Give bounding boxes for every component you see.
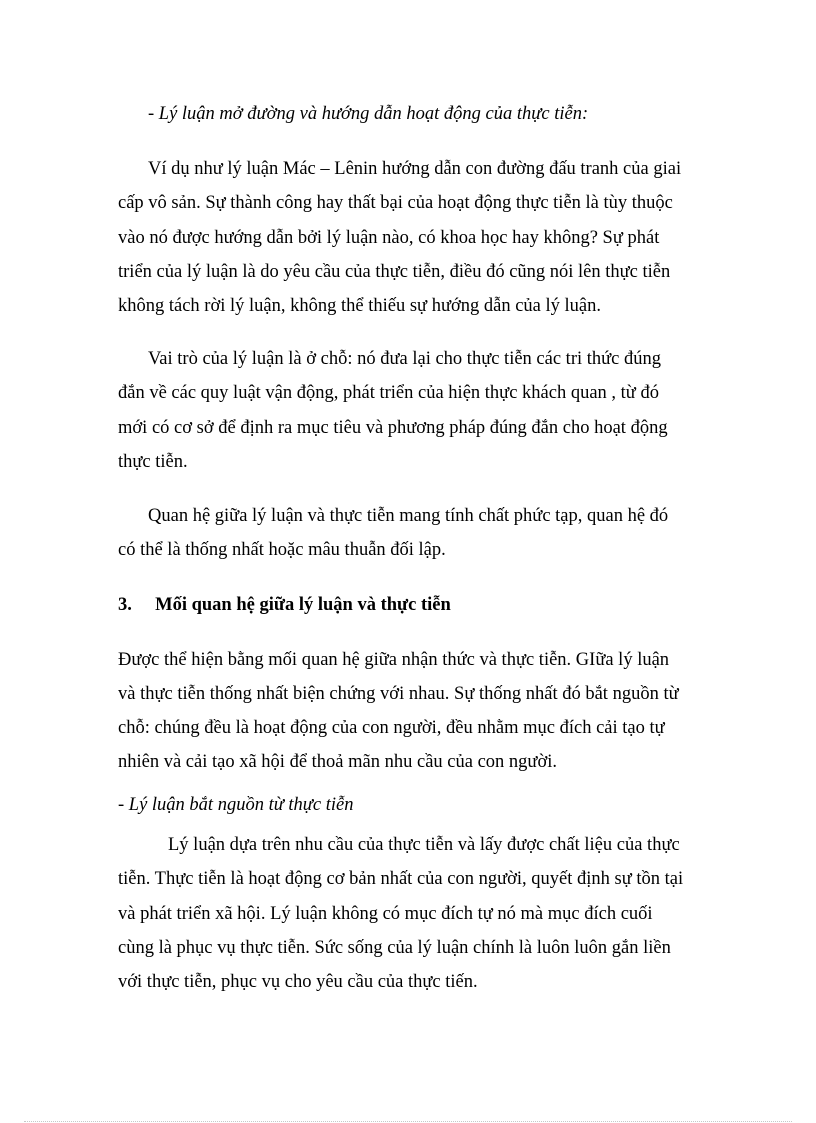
paragraph-1-line-3: vào nó được hướng dẫn bởi lý luận nào, có khoa học hay không? Sự phát bbox=[118, 228, 660, 248]
paragraph-1-line-5: không tách rời lý luận, không thể thiếu sự hướng dẫn của lý luận. bbox=[118, 296, 602, 316]
paragraph-1-line-4: triển của lý luận là do yêu cầu của thực tiễn, điều đó cũng nói lên thực tiễn bbox=[118, 262, 671, 282]
paragraph-2-line-4: thực tiễn. bbox=[118, 452, 188, 472]
paragraph-2-line-1: Vai trò của lý luận là ở chỗ: nó đưa lại cho thực tiễn các tri thức đúng bbox=[148, 349, 661, 369]
section-heading bbox=[118, 596, 451, 615]
paragraph-4-line-4: nhiên và cải tạo xã hội để thoả mãn nhu cầu của con người. bbox=[118, 752, 557, 772]
paragraph-5-line-5: với thực tiễn, phục vụ cho yêu cầu của thực tiến. bbox=[118, 972, 478, 992]
subheading-practice-guidance: - Lý luận mở đường và hướng dẫn hoạt động của thực tiễn: bbox=[148, 104, 589, 124]
paragraph-4-line-1: Được thể hiện bằng mối quan hệ giữa nhận thức và thực tiễn. GIữa lý luận bbox=[118, 650, 670, 670]
section-number: 3. bbox=[118, 595, 132, 615]
paragraph-2-line-2: đắn về các quy luật vận động, phát triển của hiện thực khách quan , từ đó bbox=[118, 383, 659, 403]
section-title: Mối quan hệ giữa lý luận và thực tiễn bbox=[155, 595, 451, 615]
paragraph-5-line-1: Lý luận dựa trên nhu cầu của thực tiễn và lấy được chất liệu của thực bbox=[168, 835, 680, 855]
paragraph-5-line-3: và phát triển xã hội. Lý luận không có mục đích tự nó mà mục đích cuối bbox=[118, 904, 653, 924]
paragraph-1-line-1: Ví dụ như lý luận Mác – Lênin hướng dẫn con đường đấu tranh của giai bbox=[148, 159, 682, 179]
paragraph-3-line-2: có thể là thống nhất hoặc mâu thuẫn đối lập. bbox=[118, 540, 446, 560]
page-bottom-rule bbox=[24, 1121, 792, 1122]
paragraph-2-line-3: mới có cơ sở để định ra mục tiêu và phương pháp đúng đắn cho hoạt động bbox=[118, 418, 668, 438]
paragraph-5-line-4: cùng là phục vụ thực tiễn. Sức sống của lý luận chính là luôn luôn gắn liền bbox=[118, 938, 671, 958]
paragraph-5-line-2: tiễn. Thực tiễn là hoạt động cơ bản nhất của con người, quyết định sự tồn tại bbox=[118, 869, 684, 889]
paragraph-4-line-3: chỗ: chúng đều là hoạt động của con người, đều nhằm mục đích cải tạo tự bbox=[118, 718, 665, 738]
subheading-theory-origin: - Lý luận bắt nguồn từ thực tiễn bbox=[118, 795, 354, 815]
paragraph-1-line-2: cấp vô sản. Sự thành công hay thất bại của hoạt động thực tiễn là tùy thuộc bbox=[118, 193, 673, 213]
paragraph-4-line-2: và thực tiễn thống nhất biện chứng với nhau. Sự thống nhất đó bắt nguồn từ bbox=[118, 684, 679, 704]
paragraph-3-line-1: Quan hệ giữa lý luận và thực tiễn mang tính chất phức tạp, quan hệ đó bbox=[148, 506, 669, 526]
